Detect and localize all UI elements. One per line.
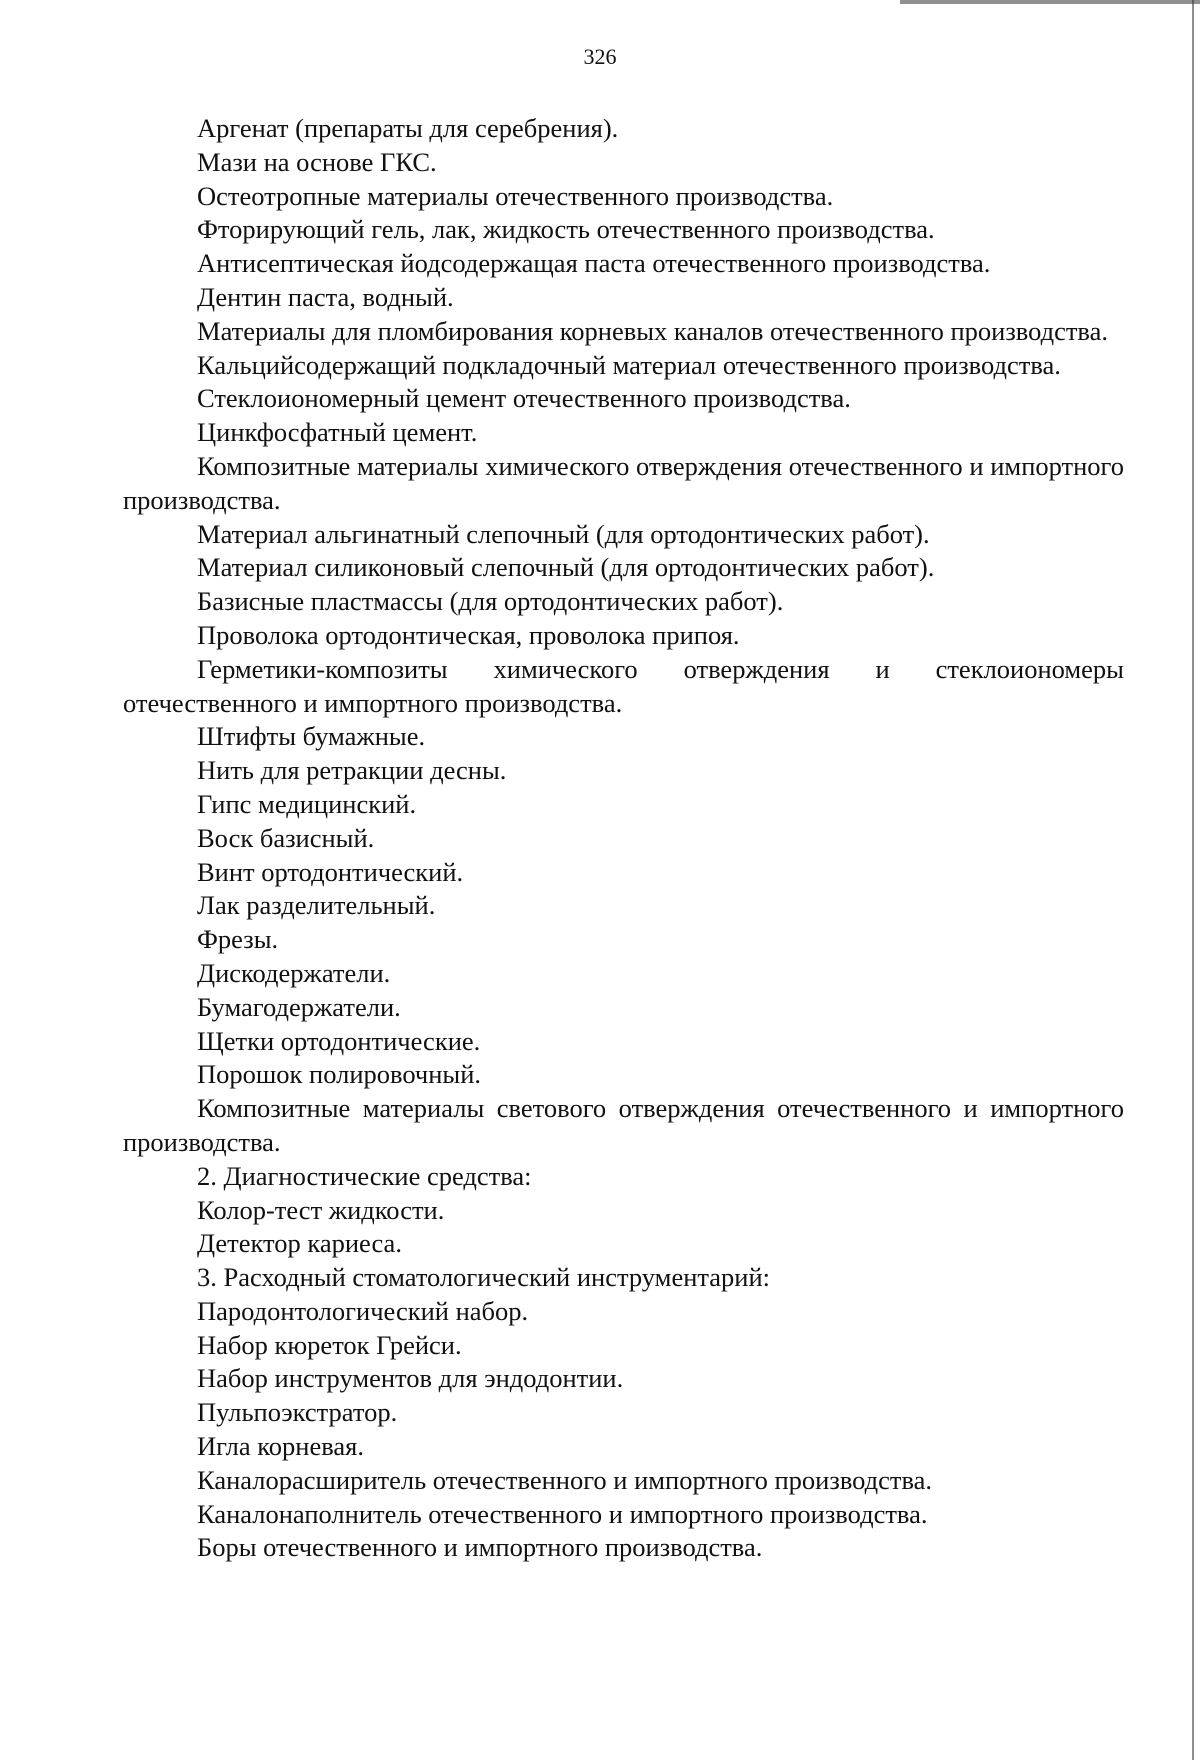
paragraph: Колор-тест жидкости.: [197, 1194, 445, 1225]
paragraph: Проволока ортодонтическая, проволока припоя.: [197, 619, 740, 650]
paragraph: Порошок полировочный.: [197, 1059, 482, 1090]
scan-edge-top: [900, 0, 1200, 4]
page-number: 326: [583, 44, 617, 69]
paragraph: 3. Расходный стоматологический инструментарий:: [197, 1262, 771, 1293]
paragraph: Мази на основе ГКС.: [197, 146, 437, 177]
paragraph: 2. Диагностические средства:: [197, 1160, 532, 1191]
paragraph: Кальцийсодержащий подкладочный материал отечественного производства.: [197, 349, 1061, 380]
paragraph: Фторирующий гель, лак, жидкость отечественного производства.: [197, 214, 935, 245]
paragraph: Игла корневая.: [197, 1431, 364, 1462]
paragraph: Стеклоиономерный цемент отечественного производства.: [197, 383, 851, 414]
paragraph: Материал силиконовый слепочный (для ортодонтических работ).: [197, 552, 935, 583]
paragraph: Композитные материалы химического отверждения отечественного и импортного производства.: [123, 450, 1124, 515]
scan-edge-right: [1192, 0, 1194, 1760]
paragraph: Гипс медицинский.: [197, 788, 417, 819]
paragraph: Остеотропные материалы отечественного производства.: [197, 180, 834, 211]
paragraph: Бумагодержатели.: [197, 991, 401, 1022]
paragraph: Антисептическая йодсодержащая паста отечественного производства.: [197, 248, 991, 279]
paragraph: Воск базисный.: [197, 822, 375, 853]
paragraph: Каналонаполнитель отечественного и импортного производства.: [197, 1498, 928, 1529]
paragraph: Герметики-композиты химического отверждения и стеклоиономеры отечественного и импортного производства.: [123, 653, 1124, 718]
paragraph: Каналорасширитель отечественного и импортного производства.: [197, 1464, 933, 1495]
paragraph: Детектор кариеса.: [197, 1228, 402, 1259]
paragraph: Материал альгинатный слепочный (для ортодонтических работ).: [197, 518, 930, 549]
paragraph: Фрезы.: [197, 924, 279, 955]
paragraph: Материалы для пломбирования корневых каналов отечественного производства.: [197, 315, 1108, 346]
paragraph: Композитные материалы светового отверждения отечественного и импортного производства.: [123, 1093, 1124, 1157]
paragraph: Аргенат (препараты для серебрения).: [197, 113, 619, 143]
paragraph: Дентин паста, водный.: [197, 281, 454, 312]
paragraph: Нить для ретракции десны.: [197, 755, 507, 786]
paragraph: Щетки ортодонтические.: [197, 1025, 481, 1056]
paragraph: Базисные пластмассы (для ортодонтических работ).: [197, 586, 784, 617]
paragraph: Набор инструментов для эндодонтии.: [197, 1363, 624, 1394]
paragraph: Дискодержатели.: [197, 957, 391, 988]
paragraph: Пародонтологический набор.: [197, 1295, 529, 1326]
document-body: [123, 112, 1124, 1565]
paragraph: Набор кюреток Грейси.: [197, 1329, 462, 1360]
paragraph: Штифты бумажные.: [197, 721, 426, 752]
paragraph: Лак разделительный.: [197, 890, 436, 921]
paragraph: Пульпоэкстратор.: [197, 1397, 398, 1428]
paragraph: Боры отечественного и импортного производства.: [197, 1532, 763, 1563]
paragraph: Винт ортодонтический.: [197, 856, 464, 887]
paragraph: Цинкфосфатный цемент.: [197, 417, 478, 448]
